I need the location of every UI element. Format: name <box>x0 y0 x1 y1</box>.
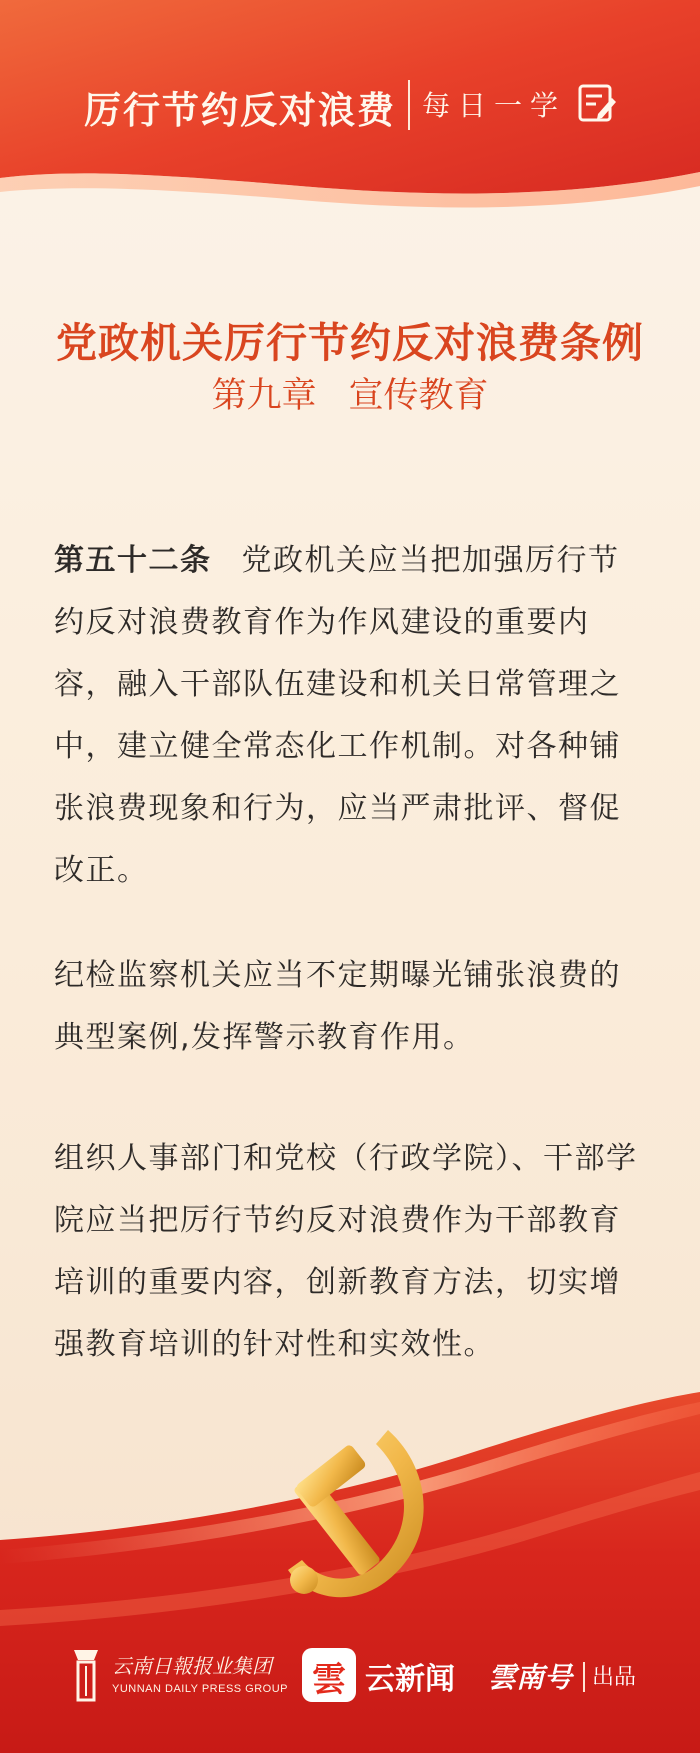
chapter-heading <box>0 368 700 418</box>
header-divider <box>408 80 410 130</box>
paragraph-text: 党政机关应当把加强厉行节约反对浪费教育作为作风建设的重要内容，融入干部队伍建设和机关日常管理之中，建立健全常态化工作机制。对各种铺张浪费现象和行为，应当严肃批评、督促改正。 <box>54 543 621 888</box>
press-group-name-en: YUNNAN DAILY PRESS GROUP <box>112 1683 289 1695</box>
header-subtitle: 每日一学 <box>422 89 567 122</box>
produced-label: 出品 <box>592 1665 637 1690</box>
chapter-name: 宣传教育 <box>348 376 489 416</box>
footer <box>0 1640 700 1712</box>
note-pen-icon <box>576 82 618 124</box>
chapter-number: 第九章 <box>211 376 317 416</box>
press-group-name-cn: 云南日報报业集团 <box>112 1654 272 1678</box>
article-paragraph-3: 组织人事部门和党校（行政学院）、干部学院应当把厉行节约反对浪费作为干部教育培训的重要内容，创新教育方法，切实增强教育培训的针对性和实效性。 <box>54 1141 638 1362</box>
article-paragraph-1 <box>54 530 650 902</box>
regulation-title: 党政机关厉行节约反对浪费条例 <box>56 319 644 367</box>
header-title: 厉行节约反对浪费 <box>84 88 396 132</box>
article-number: 第五十二条 <box>54 543 212 578</box>
header <box>0 62 700 152</box>
press-group-brand <box>112 1650 288 1695</box>
yunxinwen-name: 云新闻 <box>365 1662 455 1697</box>
article-paragraph-2: 纪检监察机关应当不定期曝光铺张浪费的典型案例,发挥警示教育作用。 <box>54 958 621 1055</box>
yunxinwen-app-icon: 雲 <box>302 1648 356 1702</box>
party-emblem-icon <box>268 1410 448 1620</box>
yunnanhao-name: 雲南号 <box>488 1661 573 1694</box>
yunnan-daily-logo-icon <box>66 1646 106 1706</box>
footer-divider <box>583 1662 585 1692</box>
